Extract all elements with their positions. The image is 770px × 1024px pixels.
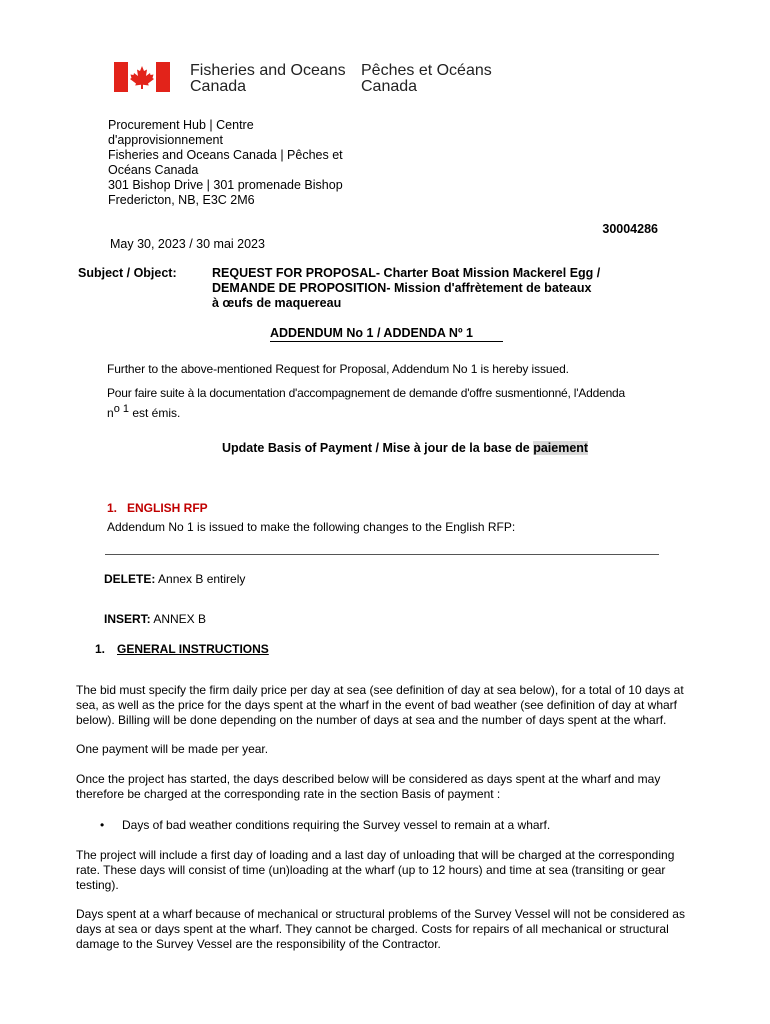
- paragraph-line: The project will include a first day of loading and a last day of unloading that will be charged at the corresponding: [76, 848, 675, 862]
- paragraph-line: below). Billing will be done depending on the number of days at sea and the number of days spent at the wharf.: [76, 713, 667, 727]
- delete-label: DELETE:: [104, 572, 156, 586]
- address-line: d'approvisionnement: [108, 133, 223, 147]
- address-block: [108, 118, 343, 208]
- dept-name-en: [190, 63, 346, 95]
- intro-fr-sup: o 1: [113, 403, 129, 415]
- bullet-icon: •: [100, 818, 105, 832]
- paragraph-line: Once the project has started, the days described below will be considered as days spent at the wharf and may: [76, 772, 661, 786]
- reference-number: 30004286: [602, 222, 658, 236]
- dept-en-line2: Canada: [190, 78, 247, 95]
- canada-flag-icon: [114, 62, 170, 92]
- dept-name-fr: [361, 63, 492, 95]
- paragraph-wharf-days: [76, 772, 660, 802]
- intro-en: Further to the above-mentioned Request for Proposal, Addendum No 1 is hereby issued.: [107, 362, 569, 376]
- update-title-text: Update Basis of Payment / Mise à jour de la base de: [222, 441, 534, 455]
- delete-text: Annex B entirely: [155, 572, 246, 586]
- general-instructions-heading: GENERAL INSTRUCTIONS: [117, 642, 269, 656]
- intro-fr-line1: Pour faire suite à la documentation d'accompagnement de demande d'offre susmentionné, l'Addenda: [107, 386, 626, 400]
- paragraph-bid-specification: [76, 683, 684, 728]
- paragraph-line: Days spent at a wharf because of mechanical or structural problems of the Survey Vessel will not be considered as: [76, 907, 685, 921]
- section-english-rfp-text: Addendum No 1 is issued to make the following changes to the English RFP:: [107, 520, 516, 534]
- letter-date: May 30, 2023 / 30 mai 2023: [110, 237, 265, 251]
- paragraph-line: damage to the Survey Vessel are the responsibility of the Contractor.: [76, 937, 441, 951]
- addendum-title-underline: [270, 341, 503, 342]
- address-line: Fredericton, NB, E3C 2M6: [108, 193, 255, 207]
- divider-line: [105, 554, 659, 555]
- address-line: Procurement Hub | Centre: [108, 118, 254, 132]
- insert-text: ANNEX B: [150, 612, 207, 626]
- bullet-item: Days of bad weather conditions requiring the Survey vessel to remain at a wharf.: [122, 818, 551, 832]
- paragraph-line: days at sea or days spent at the wharf. They cannot be charged. Costs for repairs of all mechanical or structural: [76, 922, 669, 936]
- update-title-highlight: paiement: [533, 441, 589, 455]
- address-line: 301 Bishop Drive | 301 promenade Bishop: [108, 178, 343, 192]
- intro-fr-line2: [107, 402, 180, 421]
- intro-fr-n: n: [107, 406, 114, 420]
- paragraph-mechanical: [76, 907, 685, 952]
- subject-text: [212, 266, 600, 311]
- insert-instruction: [104, 612, 206, 627]
- general-instructions-number: 1.: [95, 642, 106, 656]
- addendum-title: ADDENDUM No 1 / ADDENDA Nº 1: [270, 326, 473, 340]
- paragraph-payment: One payment will be made per year.: [76, 742, 269, 756]
- subject-label: Subject / Object:: [78, 266, 177, 280]
- paragraph-line: rate. These days will consist of time (un)loading at the wharf (up to 12 hours) and time at sea (transiting or gear: [76, 863, 666, 877]
- subject-line: à œufs de maquereau: [212, 296, 342, 310]
- subject-line: REQUEST FOR PROPOSAL- Charter Boat Mission Mackerel Egg /: [212, 266, 601, 280]
- delete-instruction: [104, 572, 245, 587]
- paragraph-loading: [76, 848, 674, 893]
- address-line: Océans Canada: [108, 163, 199, 177]
- paragraph-line: testing).: [76, 878, 119, 892]
- insert-label: INSERT:: [104, 612, 151, 626]
- paragraph-line: sea, as well as the price for the days spent at the wharf in the event of bad weather (see definition of day at wharf: [76, 698, 678, 712]
- dept-en-line1: Fisheries and Oceans: [190, 62, 346, 79]
- address-line: Fisheries and Oceans Canada | Pêches et: [108, 148, 343, 162]
- section-english-rfp-heading: 1. ENGLISH RFP: [107, 501, 208, 515]
- update-title: [222, 441, 588, 456]
- paragraph-line: The bid must specify the firm daily price per day at sea (see definition of day at sea below), for a total of 10 days at: [76, 683, 684, 697]
- subject-line: DEMANDE DE PROPOSITION- Mission d'affrètement de bateaux: [212, 281, 592, 295]
- dept-fr-line2: Canada: [361, 78, 418, 95]
- intro-fr-post: est émis.: [128, 406, 181, 420]
- dept-fr-line1: Pêches et Océans: [361, 62, 492, 79]
- paragraph-line: therefore be charged at the corresponding rate in the section Basis of payment :: [76, 787, 501, 801]
